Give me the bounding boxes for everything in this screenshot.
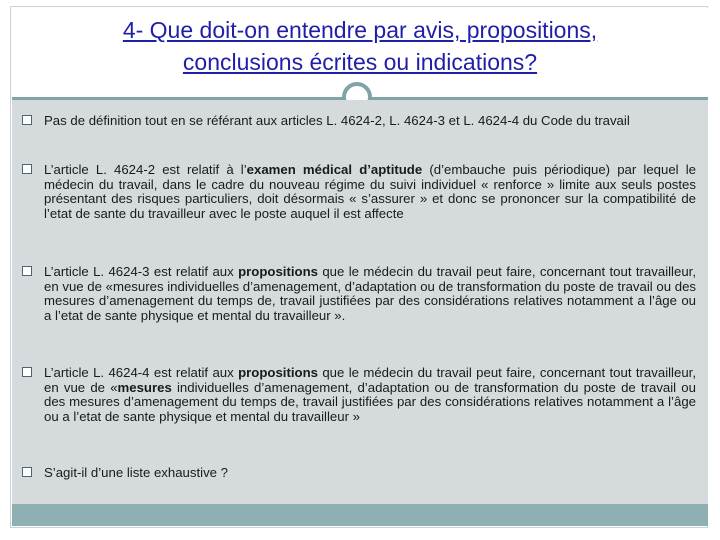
footer-bar (12, 504, 708, 526)
checkbox-bullet-icon (22, 266, 32, 276)
bullet-item (22, 163, 696, 221)
slide-title (12, 14, 708, 78)
checkbox-bullet-icon (22, 367, 32, 377)
bullet-bold-text: propositions (238, 264, 318, 279)
bullet-item (22, 366, 696, 424)
checkbox-bullet-icon (22, 115, 32, 125)
bullet-text: L’article L. 4624-2 est relatif à l’ (44, 162, 247, 177)
bullet-item (22, 466, 696, 481)
bullet-bold-text: propositions (238, 365, 318, 380)
bullet-text: S’agit-il d’une liste exhaustive ? (44, 465, 228, 480)
bullet-bold-text: examen médical d’aptitude (246, 162, 423, 177)
bullet-text: L’article L. 4624-3 est relatif aux (44, 264, 239, 279)
checkbox-bullet-icon (22, 467, 32, 477)
bullet-text: que le médecin du travail peut faire, concernant tout travailleur, en vue de « (44, 365, 696, 395)
checkbox-bullet-icon (22, 164, 32, 174)
bullet-text: individuelles d’amenagement, d’adaptation ou de transformation du poste de travail ou des mesures d’amenagement du temps de, travail justifiées par des considérations relatives notamment a l’âge ou a l’etat de sante physique et mental du travailleur » (44, 379, 696, 424)
bullet-text: que le médecin du travail peut faire, concernant tout travailleur, en vue de «mesures individuelles d’amenagement, d’adaptation ou de transformation du poste de travail ou des mesures d’amenagement du temps de, travail justifiées par des considérations relatives notamment a l’âge ou a l’etat de sante physique et mental du travailleur ». (44, 264, 696, 323)
bullet-item (22, 265, 696, 323)
bullet-text: Pas de définition tout en se référant aux articles L. 4624-2, L. 4624-3 et L. 4624-4 du Code du travail (44, 113, 630, 128)
title-line-2: conclusions écrites ou indications? (182, 49, 538, 75)
bullet-text: (d’embauche puis périodique) par lequel le médecin du travail, dans le cadre du nouveau régime du suivi individuel « renforce » limite aux seuls postes présentant des risques particuliers, doit désormais « s’assurer » et donc se prononcer sur la compatibilité de l’etat de sante du travailleur avec le poste auquel il est affecte (44, 162, 697, 221)
title-line-1: 4- Que doit-on entendre par avis, propositions, (122, 17, 598, 43)
bullet-bold-text: mesures (117, 379, 172, 395)
bullet-text: L’article L. 4624-4 est relatif aux (44, 365, 239, 380)
bullet-item (22, 114, 696, 129)
slide-content (12, 100, 708, 504)
